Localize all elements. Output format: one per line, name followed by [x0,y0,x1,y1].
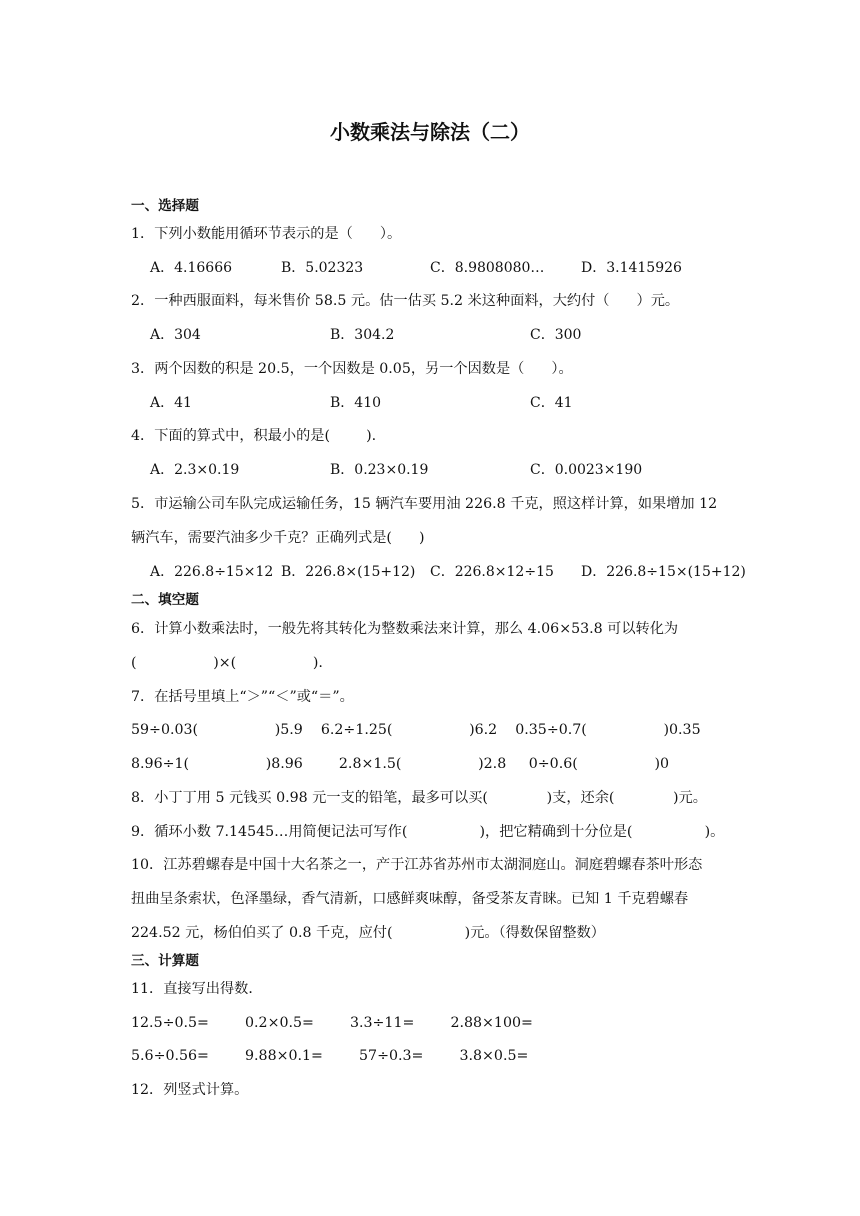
question-1-option-a: A．4.16666 [150,260,233,276]
question-5-option-c: C．226.8×12÷15 [430,564,554,580]
question-11-row2: 5.6÷0.56= 9.88×0.1= 57÷0.3= 3.8×0.5= [131,1048,529,1064]
question-6-line2: ( )×( ). [131,655,323,671]
question-7-stem: 7．在括号里填上“＞”“＜”或“＝”。 [131,689,354,705]
question-3-stem: 3．两个因数的积是 20.5，一个因数是 0.05，另一个因数是（ ）。 [131,361,573,377]
question-7-row1: 59÷0.03( )5.9 6.2÷1.25( )6.2 0.35÷0.7( )0.35 [131,722,701,738]
question-2-option-c: C．300 [530,327,582,343]
section-heading-calc: 三、计算题 [131,953,199,969]
question-9-stem: 9．循环小数 7.14545…用简便记法可写作( )，把它精确到十分位是( )。 [131,824,725,840]
question-4-option-c: C．0.0023×190 [530,462,643,478]
question-1-option-c: C．8.9808080… [430,260,545,276]
section-heading-fill: 二、填空题 [131,592,199,608]
page-title: 小数乘法与除法（二） [330,120,530,144]
question-10-line2: 扭曲呈条索状，色泽墨绿，香气清新，口感鲜爽味醇，备受茶友青睐。已知 1 千克碧螺春 [131,891,689,907]
question-3-option-a: A．41 [150,395,192,411]
question-2-option-b: B．304.2 [330,327,395,343]
question-10-line1: 10．江苏碧螺春是中国十大名茶之一，产于江苏省苏州市太湖洞庭山。洞庭碧螺春茶叶形态 [131,857,703,873]
question-10-line3: 224.52 元，杨伯伯买了 0.8 千克，应付( )元。（得数保留整数） [131,925,605,941]
question-8-stem: 8．小丁丁用 5 元钱买 0.98 元一支的铅笔，最多可以买( )支，还余( )元。 [131,790,707,806]
question-3-option-b: B．410 [330,395,382,411]
question-1-option-b: B．5.02323 [281,260,364,276]
question-1-option-d: D．3.1415926 [581,260,682,276]
question-5-option-d: D．226.8÷15×(15+12) [581,564,746,580]
question-12-stem: 12．列竖式计算。 [131,1082,249,1098]
question-5-option-b: B．226.8×(15+12) [281,564,416,580]
question-5-stem-line1: 5．市运输公司车队完成运输任务，15 辆汽车要用油 226.8 千克，照这样计算，如果增加 12 [131,496,718,512]
section-heading-choice: 一、选择题 [131,198,199,214]
question-1-stem: 1．下列小数能用循环节表示的是（ ）。 [131,226,402,242]
question-3-option-c: C．41 [530,395,573,411]
question-2-option-a: A．304 [150,327,201,343]
question-4-stem: 4．下面的算式中，积最小的是( ). [131,428,377,444]
question-2-stem: 2．一种西服面料，每米售价 58.5 元。估一估买 5.2 米这种面料，大约付（ ）元。 [131,293,680,309]
question-11-stem: 11．直接写出得数． [131,981,263,997]
question-11-row1: 12.5÷0.5= 0.2×0.5= 3.3÷11= 2.88×100= [131,1015,533,1031]
question-5-stem-line2: 辆汽车，需要汽油多少千克？正确列式是( ) [131,530,425,546]
question-5-option-a: A．226.8÷15×12 [150,564,274,580]
question-4-option-a: A．2.3×0.19 [150,462,240,478]
question-4-option-b: B．0.23×0.19 [330,462,429,478]
question-7-row2: 8.96÷1( )8.96 2.8×1.5( )2.8 0÷0.6( )0 [131,756,670,772]
question-6-line1: 6．计算小数乘法时，一般先将其转化为整数乘法来计算，那么 4.06×53.8 可以转化为 [131,621,679,637]
